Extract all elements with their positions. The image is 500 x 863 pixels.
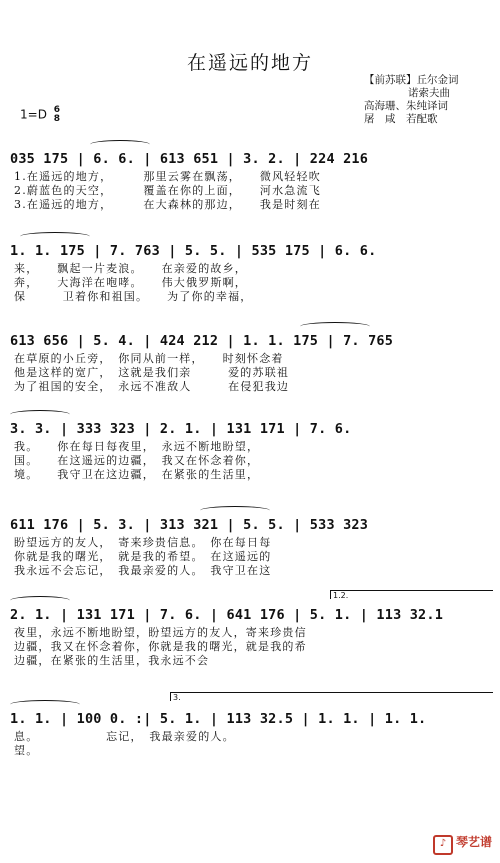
- slur-mark: [10, 596, 70, 605]
- notation-line: [6, 330, 494, 352]
- lyric-verse-2: 奔， 大海洋在咆哮。 伟大俄罗斯啊，: [14, 276, 247, 289]
- lyric-verse-2: 边疆，我又在怀念着你，你就是我的曙光，就是我的希: [14, 640, 307, 653]
- lyric-verse-2: 国。 在这遥远的边疆， 我又在怀念着你，: [14, 454, 260, 467]
- key-signature: [20, 106, 60, 124]
- lyric-verse-3: 边疆，在紧张的生活里，我永远不会: [14, 654, 210, 667]
- lyric-verse-2: 望。: [14, 744, 39, 757]
- slur-mark: [10, 410, 70, 419]
- lyric-verse-1: 来， 飘起一片麦浪。 在亲爱的故乡，: [14, 262, 247, 275]
- notation-text: 611 176 | 5. 3. | 313 321 | 5. 5. | 533 323: [10, 517, 369, 533]
- key-label: 1=D: [20, 107, 47, 122]
- slur-mark: [90, 140, 150, 149]
- lyric-verse-1: 盼望远方的友人， 寄来珍贵信息。 你在每日每: [14, 536, 272, 549]
- time-signature: [54, 106, 60, 124]
- logo-icon: ♪: [433, 835, 453, 855]
- lyric-verse-1: 息。 忘记， 我最亲爱的人。: [14, 730, 235, 743]
- lyric-verse-1: 在草原的小丘旁， 你同从前一样， 时刻怀念着: [14, 352, 284, 365]
- lyric-verse-1: 1.在遥远的地方， 那里云雾在飘荡， 微风轻轻吹: [14, 170, 321, 183]
- score-system-5: [6, 514, 494, 578]
- credit-origin: 【前苏联】: [364, 74, 417, 86]
- notation-text: 2. 1. | 131 171 | 7. 6. | 641 176 | 5. 1. | 113 32.1: [10, 607, 444, 623]
- score-system-4: [6, 418, 494, 482]
- volta-3: 3.: [170, 692, 493, 701]
- lyric-verse-1: 夜里，永远不断地盼望，盼望远方的友人，寄来珍贵信: [14, 626, 307, 639]
- time-top: 6: [53, 105, 61, 115]
- notation-line: [6, 240, 494, 262]
- score-system-7: [6, 708, 494, 758]
- notation-line: [6, 708, 494, 730]
- song-title: 在遥远的地方: [186, 52, 313, 74]
- credits: [364, 74, 492, 126]
- score-system-2: [6, 240, 494, 304]
- notation-line: [6, 418, 494, 440]
- slur-mark: [10, 700, 80, 709]
- lyric-verse-3: 为了祖国的安全， 永远不准敌人 在侵犯我边: [14, 380, 290, 393]
- slur-mark: [200, 506, 270, 515]
- slur-mark: [20, 232, 90, 241]
- slur-mark: [300, 322, 370, 331]
- lyric-verse-3: 我永远不会忘记， 我最亲爱的人。 我守卫在这: [14, 564, 272, 577]
- credit-translators: 高海珊、朱纯译词: [364, 100, 448, 112]
- lyric-verse-3: 境。 我守卫在这边疆， 在紧张的生活里，: [14, 468, 260, 481]
- lyric-verse-2: 他是这样的宽广， 这就是我们亲 爱的苏联祖: [14, 366, 290, 379]
- logo-text: 琴艺谱: [455, 835, 492, 849]
- notation-text: 1. 1. | 100 0. :| 5. 1. | 113 32.5 | 1. 1. | 1. 1.: [10, 711, 427, 727]
- lyric-verse-2: 2.蔚蓝色的天空， 覆盖在你的上面， 河水急流飞: [14, 184, 321, 197]
- notation-line: [6, 514, 494, 536]
- lyric-verse-1: 我。 你在每日每夜里， 永远不断地盼望，: [14, 440, 260, 453]
- score-system-1: [6, 148, 494, 212]
- notation-text: 035 175 | 6. 6. | 613 651 | 3. 2. | 224 216: [10, 151, 369, 167]
- site-logo: [433, 833, 492, 855]
- time-bottom: 8: [53, 114, 61, 124]
- lyric-verse-3: 保 卫着你和祖国。 为了你的幸福，: [14, 290, 253, 303]
- lyric-verse-3: 3.在遥远的地方， 在大森林的那边， 我是时刻在: [14, 198, 321, 211]
- notation-line: [6, 604, 494, 626]
- lyric-verse-2: 你就是我的曙光， 就是我的希望。 在这遥远的: [14, 550, 272, 563]
- credit-lyricist: 丘尔金词: [416, 74, 459, 86]
- credit-composer: 诺索夫曲: [408, 87, 450, 99]
- notation-text: 613 656 | 5. 4. | 424 212 | 1. 1. 175 | 7. 765: [10, 333, 394, 349]
- notation-line: [6, 148, 494, 170]
- score-system-6: [6, 604, 494, 668]
- credit-arranger: 屠 咸 若配歌: [364, 113, 438, 125]
- notation-text: 1. 1. 175 | 7. 763 | 5. 5. | 535 175 | 6. 6.: [10, 243, 377, 259]
- notation-text: 3. 3. | 333 323 | 2. 1. | 131 171 | 7. 6.: [10, 421, 352, 437]
- volta-1-2: 1.2.: [330, 590, 493, 599]
- score-system-3: [6, 330, 494, 394]
